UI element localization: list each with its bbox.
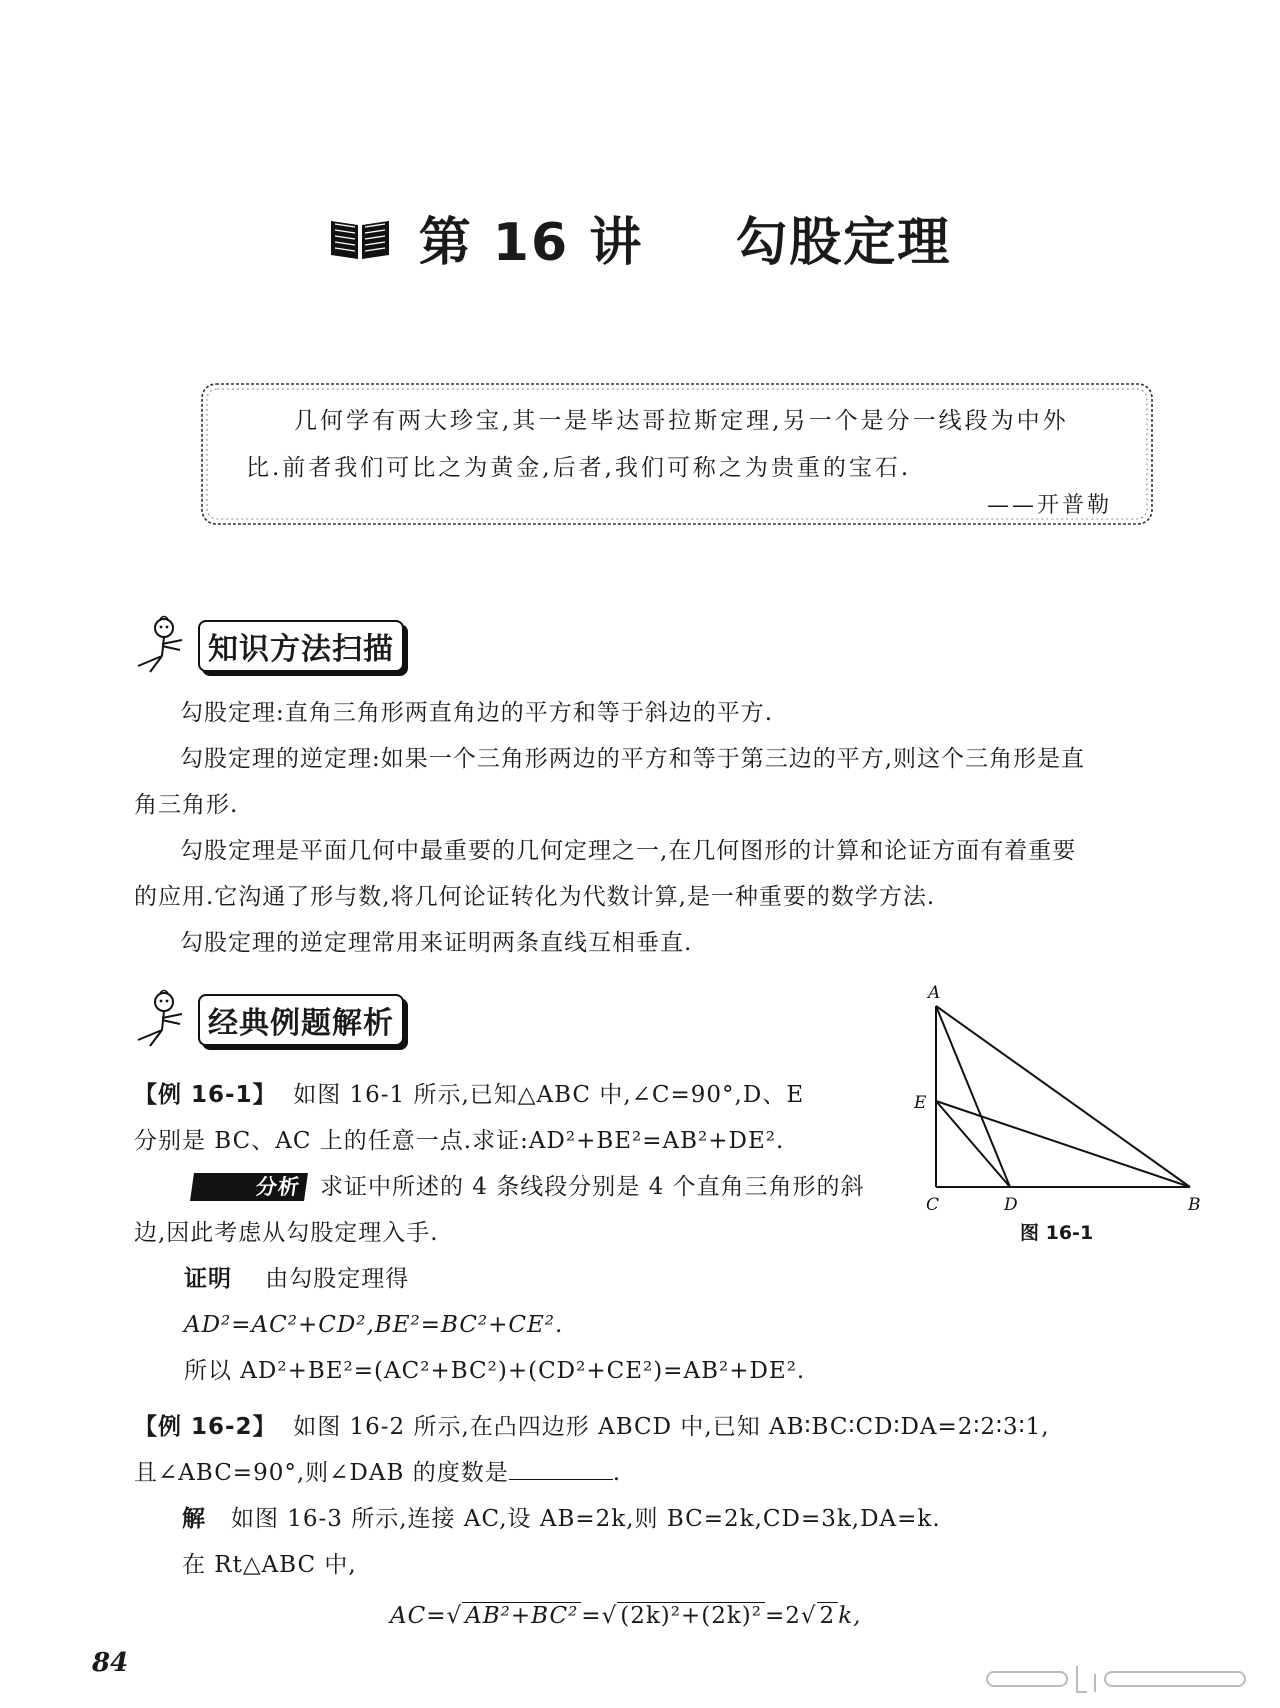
- section-heading-knowledge: [132, 614, 404, 678]
- section-heading-label: 经典例题解析: [198, 994, 404, 1046]
- formula-sqrt: [617, 1602, 765, 1629]
- title-prefix: 第 16 讲: [418, 213, 644, 273]
- section-knowledge-body: [134, 690, 1214, 966]
- example-16-2: [134, 1404, 1224, 1588]
- formula-part: (2k)²+(2k)²: [620, 1603, 762, 1629]
- formula-part: =: [581, 1603, 602, 1629]
- stick-figure-icon: [132, 614, 190, 678]
- section-heading-examples: [132, 988, 404, 1052]
- paragraph: 的应用.它沟通了形与数,将几何论证转化为代数计算,是一种重要的数学方法.: [134, 884, 936, 910]
- formula-part: k,: [838, 1603, 862, 1629]
- solution-tag: 解: [182, 1506, 206, 1532]
- analysis-text: 求证中所述的 4 条线段分别是 4 个直角三角形的斜: [320, 1174, 865, 1200]
- example-text-end: .: [612, 1460, 622, 1486]
- paragraph: 勾股定理:直角三角形两直角边的平方和等于斜边的平方.: [180, 700, 774, 726]
- paragraph: 角三角形.: [134, 792, 239, 818]
- proof-line: AD²=AC²+CD²,BE²=BC²+CE².: [184, 1312, 564, 1338]
- formula-sqrt: [817, 1602, 839, 1629]
- proof-tag: 证明: [184, 1266, 232, 1292]
- solution-text: 如图 16-3 所示,连接 AC,设 AB=2k,则 BC=2k,CD=3k,DA=k.: [230, 1506, 941, 1532]
- label-d: D: [1004, 1195, 1018, 1215]
- example-16-1: [134, 1072, 904, 1256]
- quote-line-1: 几何学有两大珍宝,其一是毕达哥拉斯定理,另一个是分一线段为中外: [294, 408, 1069, 434]
- paragraph: 勾股定理的逆定理:如果一个三角形两边的平方和等于第三边的平方,则这个三角形是直: [180, 746, 1086, 772]
- quote-line-2: 比.前者我们可比之为黄金,后者,我们可称之为贵重的宝石.: [246, 455, 912, 481]
- formula-sqrt: [462, 1602, 581, 1629]
- label-b: B: [1188, 1195, 1201, 1215]
- book-icon: [329, 215, 391, 261]
- example-tag: 【例 16-1】: [134, 1082, 277, 1108]
- formula-part: =2: [764, 1603, 801, 1629]
- example-text: 分别是 BC、AC 上的任意一点.求证:AD²+BE²=AB²+DE².: [134, 1128, 785, 1154]
- segment-ab: [936, 1006, 1190, 1187]
- solution-text: 在 Rt△ABC 中,: [182, 1552, 357, 1578]
- title-main: 勾股定理: [735, 213, 952, 273]
- example-text: 且∠ABC=90°,则∠DAB 的度数是: [134, 1460, 509, 1486]
- label-c: C: [926, 1195, 940, 1215]
- proof-line: 所以 AD²+BE²=(AC²+BC²)+(CD²+CE²)=AB²+DE².: [184, 1358, 806, 1384]
- section-heading-label: 知识方法扫描: [198, 620, 404, 672]
- paragraph: 勾股定理是平面几何中最重要的几何定理之一,在几何图形的计算和论证方面有着重要: [180, 838, 1077, 864]
- paragraph: 勾股定理的逆定理常用来证明两条直线互相垂直.: [180, 930, 693, 956]
- formula-part: AC=: [390, 1603, 447, 1629]
- formula-ac: AC=√ AB²+BC² =√ (2k)²+(2k)² =2√ 2 k,: [390, 1603, 862, 1629]
- formula-part: AB²+BC²: [465, 1603, 579, 1629]
- analysis-tag: 分析: [190, 1173, 308, 1201]
- quote-box: [198, 380, 1156, 528]
- example-text: 如图 16-1 所示,已知△ABC 中,∠C=90°,D、E: [293, 1082, 805, 1108]
- quote-author: ——开普勒: [986, 493, 1112, 518]
- analysis-text: 边,因此考虑从勾股定理入手.: [134, 1220, 439, 1246]
- page-number: 84: [92, 1648, 129, 1678]
- page-title: [0, 200, 1280, 275]
- formula-part: 2: [819, 1603, 836, 1629]
- proof-intro: 由勾股定理得: [265, 1266, 410, 1292]
- proof-block: [184, 1256, 1184, 1394]
- example-text: 如图 16-2 所示,在凸四边形 ABCD 中,已知 AB∶BC∶CD∶DA=2∶2∶3∶1,: [293, 1414, 1050, 1440]
- figure-caption: 图 16-1: [1020, 1222, 1094, 1244]
- watermark-icon: [985, 1662, 1255, 1696]
- answer-blank: [509, 1457, 613, 1480]
- label-e: E: [914, 1093, 927, 1113]
- example-tag: 【例 16-2】: [134, 1414, 277, 1440]
- label-a: A: [928, 983, 941, 1003]
- stick-figure-icon: [132, 988, 190, 1052]
